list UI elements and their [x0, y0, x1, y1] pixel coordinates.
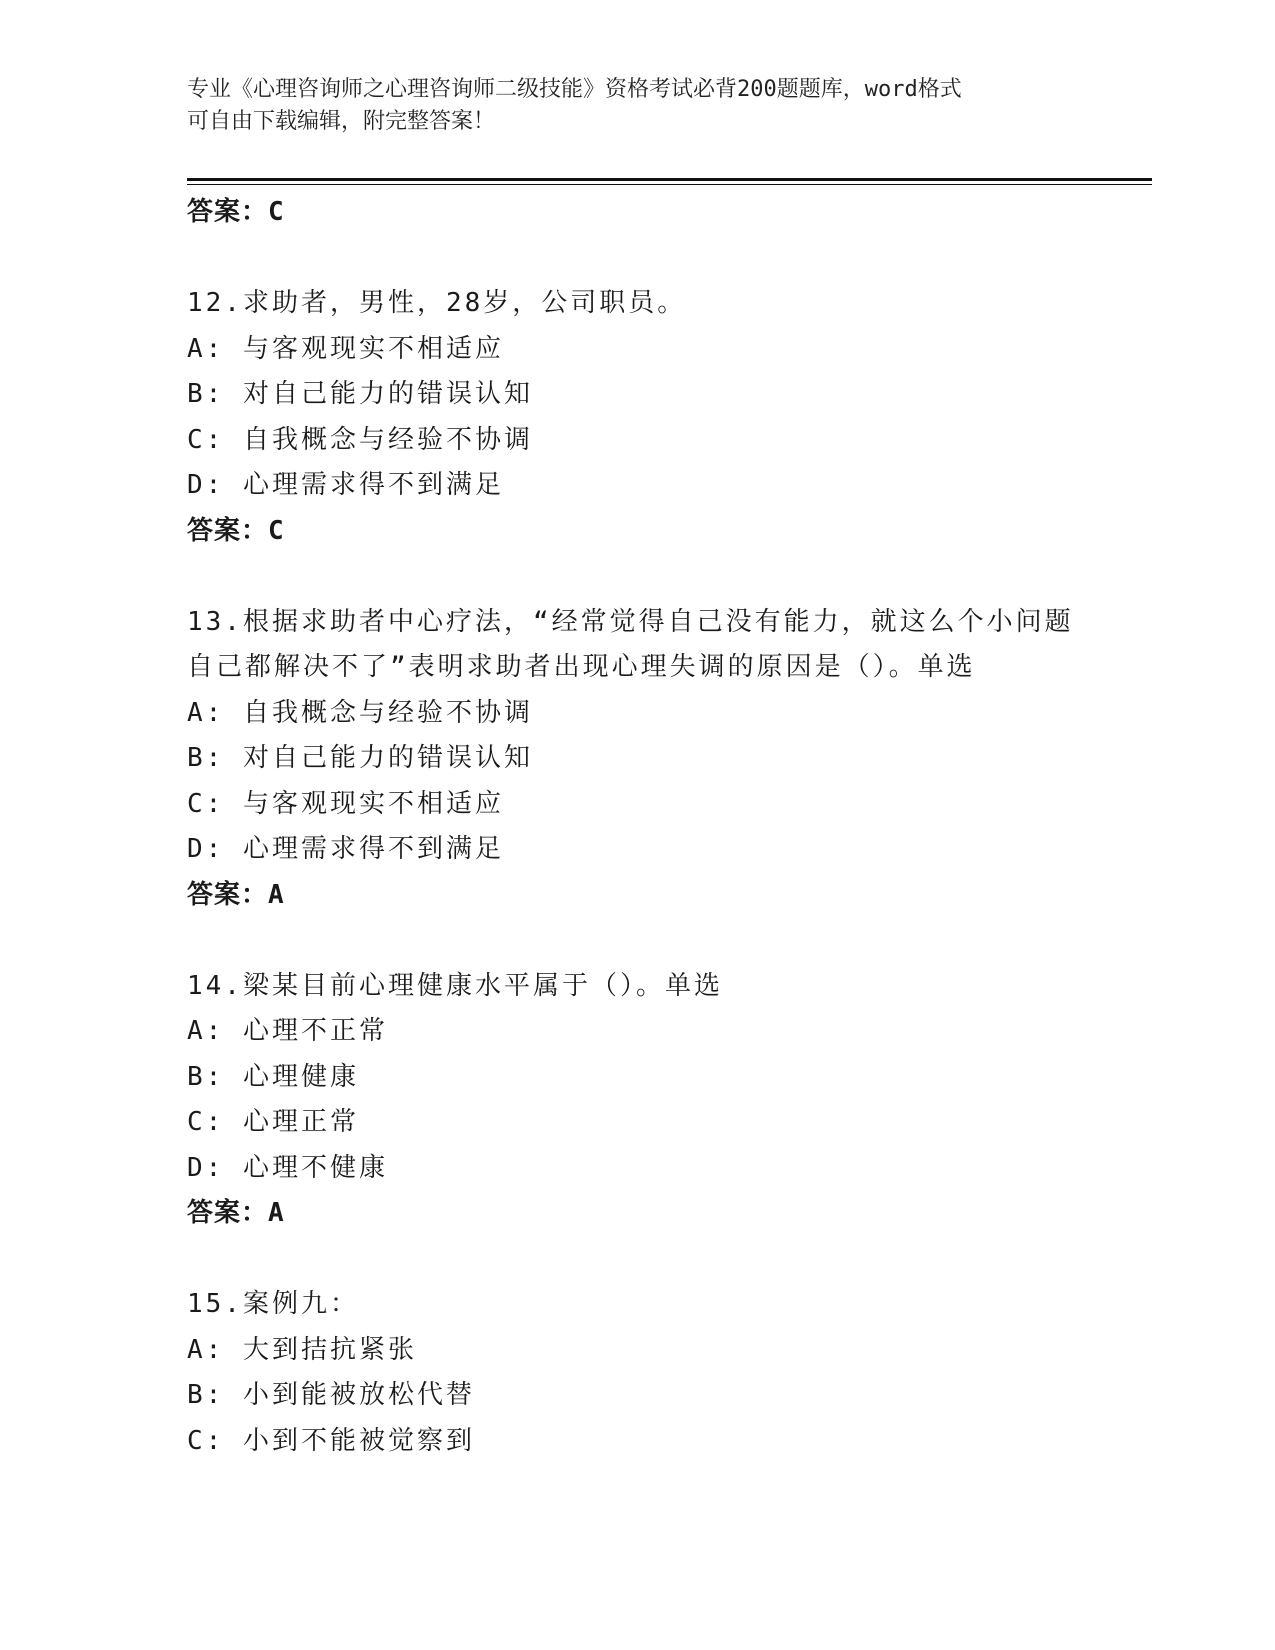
option-d: D: 心理需求得不到满足 — [187, 470, 504, 500]
header-rule-thin — [187, 184, 1152, 185]
option-c: C: 心理正常 — [187, 1107, 359, 1137]
option-b: B: 对自己能力的错误认知 — [187, 743, 533, 773]
option-a: A: 自我概念与经验不协调 — [187, 697, 533, 728]
option-d: D: 心理不健康 — [187, 1152, 388, 1183]
header-title-line-2: 可自由下载编辑，附完整答案！ — [187, 109, 496, 134]
option-b: B: 心理健康 — [187, 1061, 359, 1092]
question-block — [187, 964, 1152, 1237]
question-text: 12.求助者，男性，28岁，公司职员。 — [187, 288, 687, 318]
answer-line: 答案：A — [187, 879, 285, 910]
option-b: B: 小到能被放松代替 — [187, 1380, 475, 1410]
option-b: B: 对自己能力的错误认知 — [187, 379, 533, 409]
spacer — [187, 918, 1152, 964]
question-block — [187, 600, 1152, 919]
option-a: A: 心理不正常 — [187, 1016, 388, 1046]
question-block — [187, 281, 1152, 554]
spacer — [187, 1237, 1152, 1283]
option-a: A: 与客观现实不相适应 — [187, 333, 504, 364]
option-c: C: 自我概念与经验不协调 — [187, 424, 533, 455]
question-text: 14.梁某目前心理健康水平属于（）。单选 — [187, 970, 723, 1001]
header-rule-thick — [187, 178, 1152, 181]
page-header — [187, 74, 1077, 138]
question-text: 15.案例九： — [187, 1289, 359, 1319]
answer-line: 答案：C — [187, 515, 285, 546]
question-text-line-1: 13.根据求助者中心疗法，“经常觉得自己没有能力，就这么个小问题 — [187, 606, 1074, 637]
question-list — [187, 190, 1152, 1464]
option-c: C: 小到不能被觉察到 — [187, 1425, 475, 1456]
option-c: C: 与客观现实不相适应 — [187, 788, 504, 819]
option-d: D: 心理需求得不到满足 — [187, 834, 504, 864]
option-a: A: 大到拮抗紧张 — [187, 1334, 417, 1365]
header-title-line-1: 专业《心理咨询师之心理咨询师二级技能》资格考试必背200题题库，word格式 — [187, 77, 962, 102]
question-text-line-2: 自己都解决不了”表明求助者出现心理失调的原因是（）。单选 — [187, 652, 976, 682]
question-block — [187, 1282, 1152, 1464]
answer-line: 答案：C — [187, 197, 285, 227]
spacer — [187, 236, 1152, 282]
answer-line: 答案：A — [187, 1198, 285, 1228]
spacer — [187, 554, 1152, 600]
